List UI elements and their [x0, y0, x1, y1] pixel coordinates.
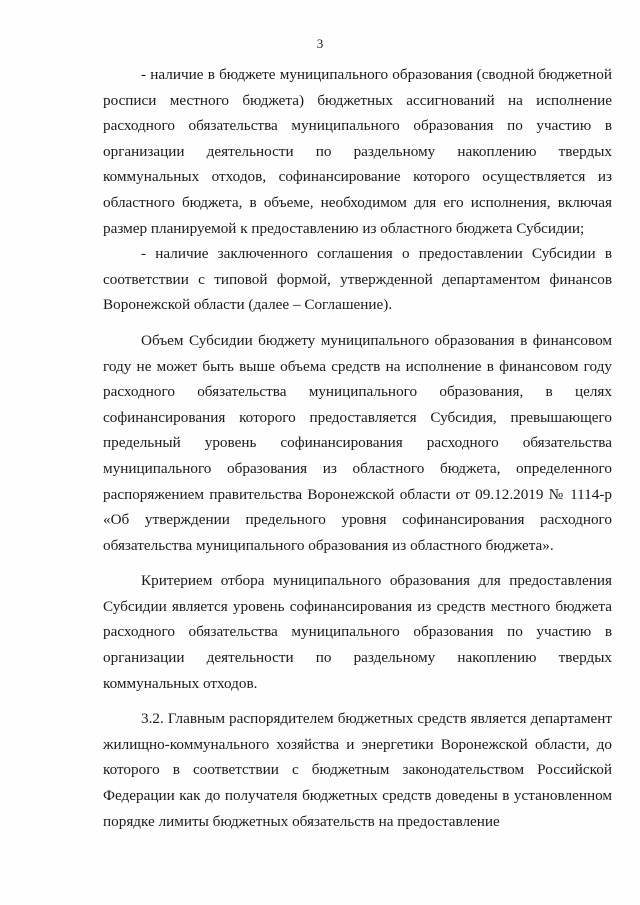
paragraph-agreement: - наличие заключенного соглашения о предоставлении Субсидии в соответствии с типовой формой, утвержденной департаментом финансов Воронежской области (далее – Соглашение).	[103, 245, 612, 314]
paragraph-budget-allocation: - наличие в бюджете муниципального образования (сводной бюджетной росписи местного бюджета) бюджетных ассигнований на исполнение расходного обязательства муниципального образования по участию в организации деятельности по раздельному накоплению твердых коммунальных отходов, софинансирование которого осуществляется из областного бюджета, в объеме, необходимом для его исполнения, включая размер планируемой к предоставлению из областного бюджета Субсидии;	[103, 66, 612, 237]
document-body	[103, 62, 612, 834]
page-number: 3	[316, 36, 324, 51]
paragraph-main-administrator: 3.2. Главным распорядителем бюджетных средств является департамент жилищно-коммунального хозяйства и энергетики Воронежской области, до которого в соответствии с бюджетным законодательством Российской Федерации как до получателя бюджетных средств доведены в установленном порядке лимиты бюджетных обязательств на предоставление	[103, 710, 612, 830]
paragraph-selection-criterion: Критерием отбора муниципального образования для предоставления Субсидии является уровень софинансирования из средств местного бюджета расходного обязательства муниципального образования по участию в организации деятельности по раздельному накоплению твердых коммунальных отходов.	[103, 572, 612, 692]
paragraph-subsidy-volume: Объем Субсидии бюджету муниципального образования в финансовом году не может быть выше объема средств на исполнение в финансовом году расходного обязательства муниципального образования, в целях софинансирования которого предоставляется Субсидия, превышающего предельный уровень софинансирования расходного обязательства муниципального образования из областного бюджета, определенного распоряжением правительства Воронежской области от 09.12.2019 № 1114-р «Об утверждении предельного уровня софинансирования расходного обязательства муниципального образования из областного бюджета».	[103, 331, 612, 554]
